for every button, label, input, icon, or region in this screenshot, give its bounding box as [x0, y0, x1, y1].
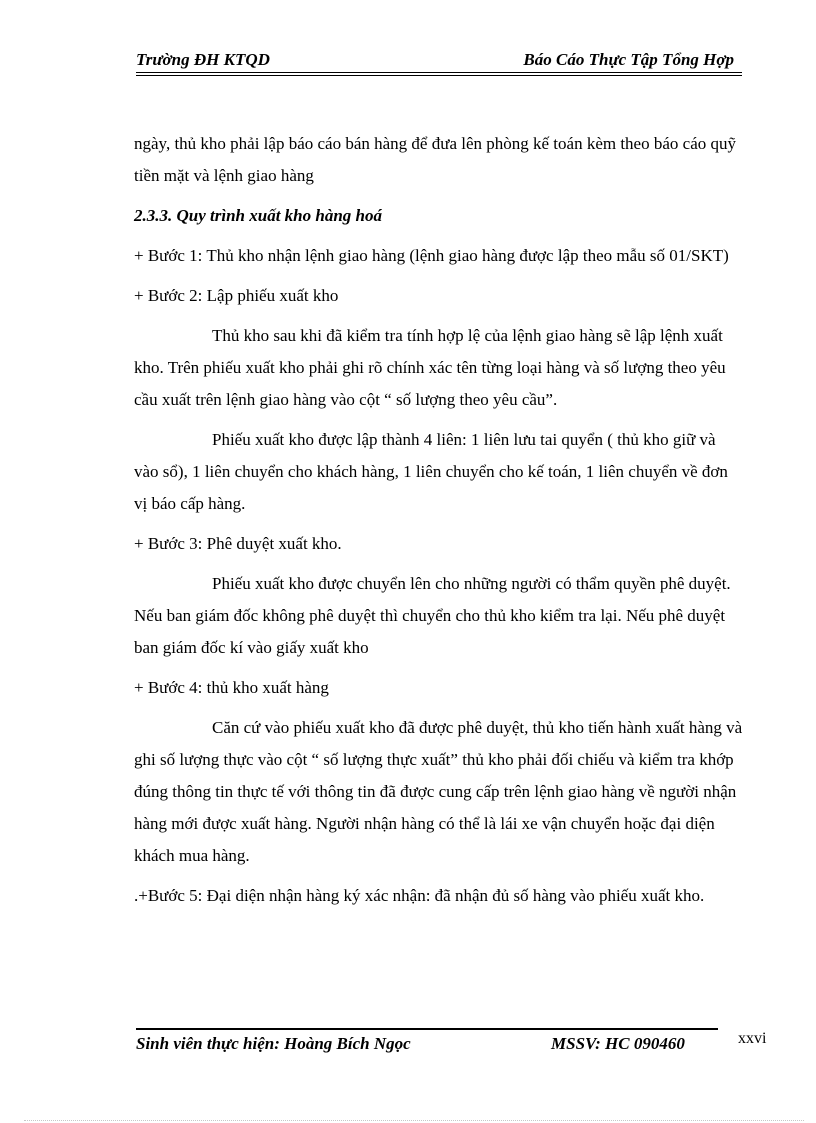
paragraph-step2-detail: Thủ kho sau khi đã kiểm tra tính hợp lệ của lệnh giao hàng sẽ lập lệnh xuất kho. Trên phiếu xuất kho phải ghi rõ chính xác tên từng loại hàng và số lượng theo yêu cầu xuất trên lệnh giao hàng vào cột “ số lượng theo yêu cầu”. [134, 326, 726, 409]
page-edge-divider [24, 1120, 804, 1121]
step-3: + Bước 3: Phê duyệt xuất kho. [134, 534, 342, 553]
header-rule-thin [136, 75, 742, 76]
footer-student: Sinh viên thực hiện: Hoàng Bích Ngọc [136, 1034, 411, 1053]
paragraph-intro: ngày, thủ kho phải lập báo cáo bán hàng để đưa lên phòng kế toán kèm theo báo cáo quỹ tiền mặt và lệnh giao hàng [134, 134, 736, 185]
page-body [134, 128, 744, 920]
step-4: + Bước 4: thủ kho xuất hàng [134, 678, 329, 697]
step-1: + Bước 1: Thủ kho nhận lệnh giao hàng (lệnh giao hàng được lập theo mẫu số 01/SKT) [134, 246, 729, 265]
step-2: + Bước 2: Lập phiếu xuất kho [134, 286, 339, 305]
page-footer [136, 1034, 776, 1056]
page-header [136, 50, 742, 72]
header-rule [136, 72, 742, 73]
header-school: Trường ĐH KTQD [136, 50, 270, 69]
paragraph-copies: Phiếu xuất kho được lập thành 4 liên: 1 liên lưu tai quyển ( thủ kho giữ và vào sổ), 1 liên chuyển cho khách hàng, 1 liên chuyển cho kế toán, 1 liên chuyển về đơn vị báo cấp hàng. [134, 430, 728, 513]
section-heading: 2.3.3. Quy trình xuất kho hàng hoá [134, 206, 382, 225]
paragraph-approval: Phiếu xuất kho được chuyển lên cho những người có thẩm quyền phê duyệt. Nếu ban giám đốc không phê duyệt thì chuyển cho thủ kho kiểm tra lại. Nếu phê duyệt ban giám đốc kí vào giấy xuất kho [134, 574, 731, 657]
header-report-title: Báo Cáo Thực Tập Tổng Hợp [523, 50, 734, 69]
step-5: .+Bước 5: Đại diện nhận hàng ký xác nhận: đã nhận đủ số hàng vào phiếu xuất kho. [134, 886, 705, 905]
paragraph-dispatch: Căn cứ vào phiếu xuất kho đã được phê duyệt, thủ kho tiến hành xuất hàng và ghi số lượng thực vào cột “ số lượng thực xuất” thủ kho phải đối chiếu và kiểm tra khớp đúng thông tin thực tế với thông tin đã được cung cấp trên lệnh giao hàng về người nhận hàng mới được xuất hàng. Người nhận hàng có thể là lái xe vận chuyển hoặc đại diện khách mua hàng. [134, 718, 743, 865]
footer-student-id: MSSV: HC 090460 [551, 1034, 685, 1053]
footer-rule [136, 1028, 718, 1030]
page-number: xxvi [738, 1030, 767, 1047]
